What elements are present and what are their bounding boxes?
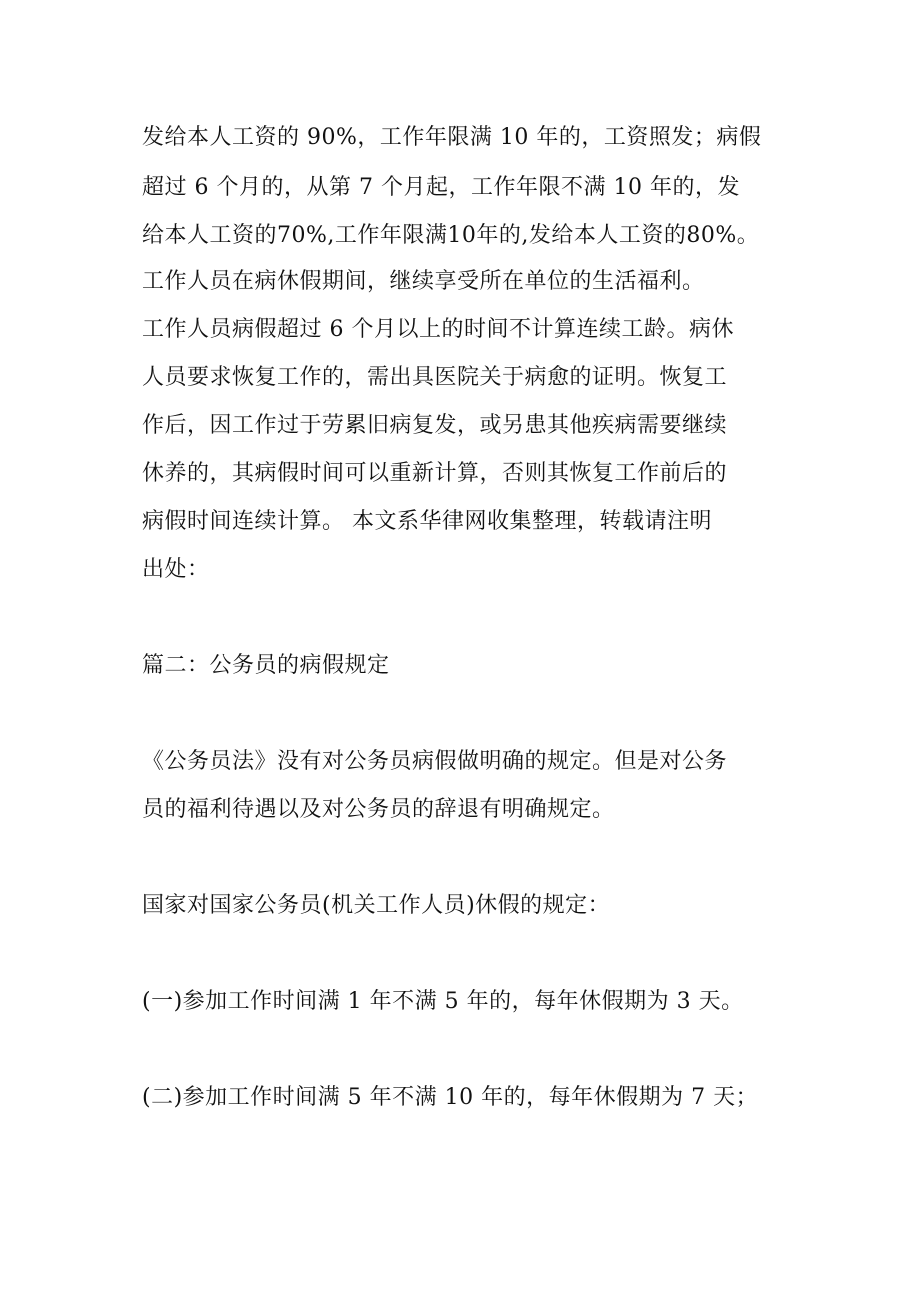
paragraph-line: 发给本人工资的 90%，工作年限满 10 年的，工资照发；病假 — [142, 125, 762, 150]
paragraph-line: 作后，因工作过于劳累旧病复发，或另患其他疾病需要继续 — [142, 413, 728, 438]
paragraph-line: 工作人员病假超过 6 个月以上的时间不计算连续工龄。病休 — [142, 317, 734, 342]
paragraph-line: 工作人员在病休假期间，继续享受所在单位的生活福利。 — [142, 269, 705, 294]
paragraph-line: 员的福利待遇以及对公务员的辞退有明确规定。 — [142, 797, 615, 822]
list-item: (一)参加工作时间满 1 年不满 5 年的，每年休假期为 3 天。 — [142, 989, 744, 1014]
paragraph-line: 国家对国家公务员(机关工作人员)休假的规定： — [142, 893, 611, 918]
paragraph-line: 给本人工资的70%,工作年限满10年的,发给本人工资的80%。 — [142, 223, 760, 248]
paragraph-line: 出处： — [142, 557, 210, 582]
paragraph-line: 超过 6 个月的，从第 7 个月起，工作年限不满 10 年的，发 — [142, 175, 740, 200]
section-title: 篇二：公务员的病假规定 — [142, 653, 390, 678]
paragraph-line: 《公务员法》没有对公务员病假做明确的规定。但是对公务 — [142, 749, 728, 774]
paragraph-line: 人员要求恢复工作的，需出具医院关于病愈的证明。恢复工 — [142, 365, 728, 390]
list-item: (二)参加工作时间满 5 年不满 10 年的，每年休假期为 7 天； — [142, 1085, 759, 1110]
paragraph-line: 病假时间连续计算。 本文系华律网收集整理，转载请注明 — [142, 509, 712, 534]
paragraph-line: 休养的，其病假时间可以重新计算，否则其恢复工作前后的 — [142, 461, 728, 486]
